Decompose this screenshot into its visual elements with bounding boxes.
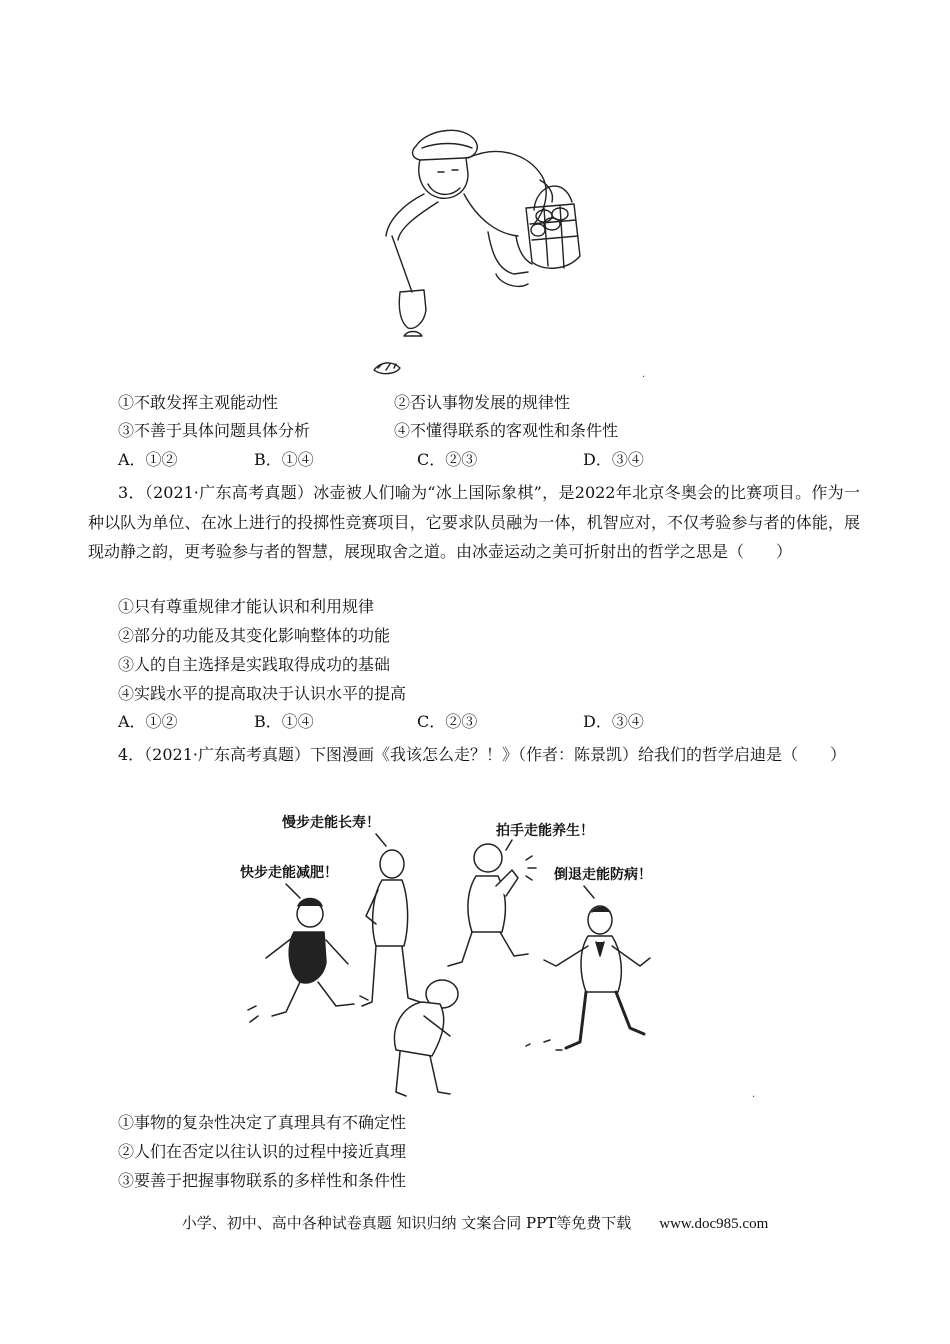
q2-statement-4: ④不懂得联系的客观性和条件性 [394, 421, 619, 440]
q3-option-d: D．③④ [583, 712, 644, 731]
q3-statement-2: ②部分的功能及其变化影响整体的功能 [118, 626, 391, 645]
q4-question-text: 4．（2021·广东高考真题）下图漫画《我该怎么走？！》（作者：陈景凯）给我们的哲学启迪是（ ） [118, 745, 846, 764]
q3-option-a: A．①② [118, 712, 178, 731]
q3-statement-1: ①只有尊重规律才能认识和利用规律 [118, 597, 375, 616]
q4-statement-3: ③要善于把握事物联系的多样性和条件性 [118, 1171, 407, 1190]
q2-option-d: D．③④ [583, 450, 644, 469]
bubble-backward-walk: 倒退走能防病！ [554, 867, 652, 883]
cartoon-walking [226, 806, 670, 1100]
cartoon-figures [226, 806, 670, 1100]
footer-url[interactable]: www.doc985.com [659, 1216, 769, 1232]
stray-mark-2: · [752, 1092, 756, 1103]
q2-option-a: A．①② [118, 450, 178, 469]
footer-text: 小学、初中、高中各种试卷真题 知识归纳 文案合同 PPT等免费下载 [181, 1214, 632, 1232]
q2-option-b: B．①④ [254, 450, 314, 469]
q3-statement-4: ④实践水平的提高取决于认识水平的提高 [118, 684, 407, 703]
page-footer [0, 1213, 950, 1234]
q3-statement-3: ③人的自主选择是实践取得成功的基础 [118, 655, 391, 674]
illustration-man-digging [368, 124, 588, 380]
q2-statement-3: ③不善于具体问题具体分析 [118, 421, 311, 440]
stray-mark: · [642, 372, 646, 383]
q3-option-b: B．①④ [254, 712, 314, 731]
q4-statement-1: ①事物的复杂性决定了真理具有不确定性 [118, 1113, 407, 1132]
q3-option-c: C．②③ [417, 712, 478, 731]
q3-question-text: 3．（2021·广东高考真题）冰壶被人们喻为“冰上国际象棋”，是2022年北京冬奥会的比赛项目。作为一种以队为单位、在冰上进行的投掷性竞赛项目，它要求队员融为一体，机智应对，不仅考验参与者的体能，展现动静之韵，更考验参与者的智慧，展现取舍之道。由冰壶运动之美可折射出的哲学之思是（ ） [88, 483, 860, 561]
q2-statement-2: ②否认事物发展的规律性 [394, 393, 571, 412]
bubble-slow-walk: 慢步走能长寿！ [282, 815, 380, 831]
bubble-clap-walk: 拍手走能养生！ [496, 823, 594, 839]
q2-statement-1: ①不敢发挥主观能动性 [118, 393, 279, 412]
q2-option-c: C．②③ [417, 450, 478, 469]
q4-statement-2: ②人们在否定以往认识的过程中接近真理 [118, 1142, 407, 1161]
bubble-fast-walk: 快步走能减肥！ [240, 865, 338, 881]
